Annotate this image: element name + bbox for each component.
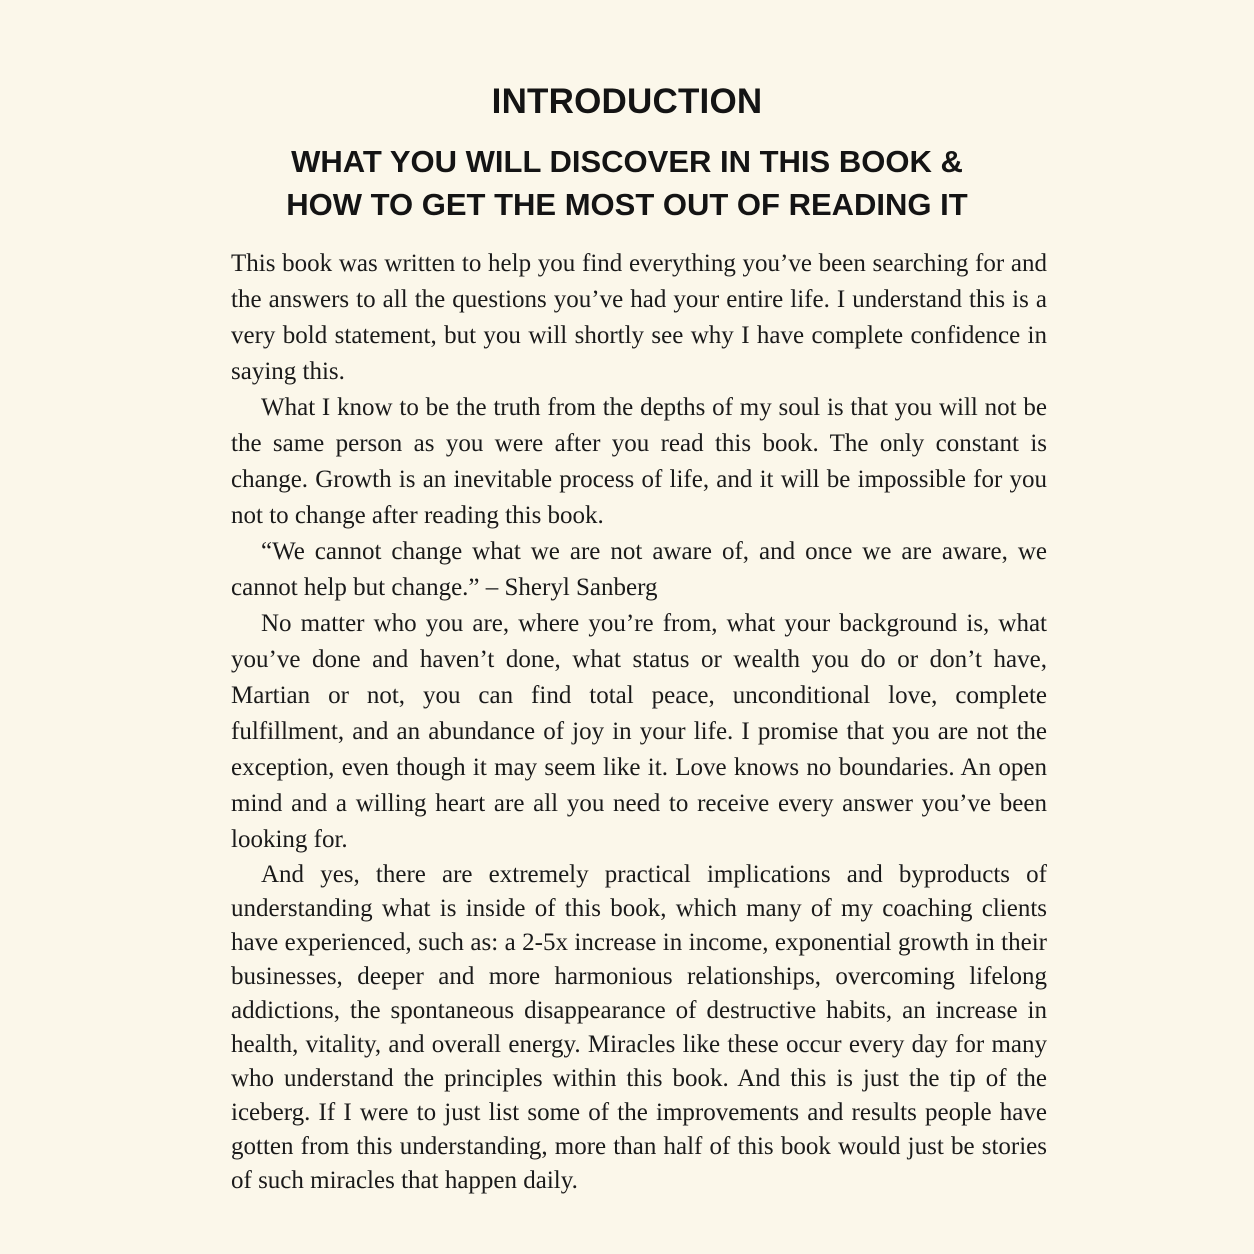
paragraph-2: What I know to be the truth from the depths of my soul is that you will not be the same person as you were after you read this book. The only constant is change. Growth is an inevitable process of life, and it will be impossible for you not to change after reading this book. xyxy=(231,394,1047,529)
subtitle-line-2: HOW TO GET THE MOST OUT OF READING IT xyxy=(286,187,968,222)
chapter-title: INTRODUCTION xyxy=(491,82,763,121)
paragraph-1: This book was written to help you find everything you’ve been searching for and the answers to all the questions you’ve had your entire life. I understand this is a very bold statement, but you will shortly see why I have complete confidence in saying this. xyxy=(231,250,1047,385)
body-text xyxy=(231,246,1047,1198)
chapter-subtitle xyxy=(0,140,1254,226)
paragraph-quote: “We cannot change what we are not aware of, and once we are aware, we cannot help but change.” – Sheryl Sanberg xyxy=(231,538,1047,601)
paragraph-4: And yes, there are extremely practical implications and byproducts of understanding what is inside of this book, which many of my coaching clients have experienced, such as: a 2-5x increase in income, exponential growth in their businesses, deeper and more harmonious relationships, overcoming lifelong addictions, the spontaneous disappearance of destructive habits, an increase in health, vitality, and overall energy. Miracles like these occur every day for many who understand the principles within this book. And this is just the tip of the iceberg. If I were to just list some of the improvements and results people have gotten from this understanding, more than half of this book would just be stories of such miracles that happen daily. xyxy=(231,861,1047,1194)
subtitle-line-1: WHAT YOU WILL DISCOVER IN THIS BOOK & xyxy=(291,144,963,179)
paragraph-3: No matter who you are, where you’re from, what your background is, what you’ve done and haven’t done, what status or wealth you do or don’t have, Martian or not, you can find total peace, unconditional love, complete fulfillment, and an abundance of joy in your life. I promise that you are not the exception, even though it may seem like it. Love knows no boundaries. An open mind and a willing heart are all you need to receive every answer you’ve been looking for. xyxy=(231,610,1047,853)
